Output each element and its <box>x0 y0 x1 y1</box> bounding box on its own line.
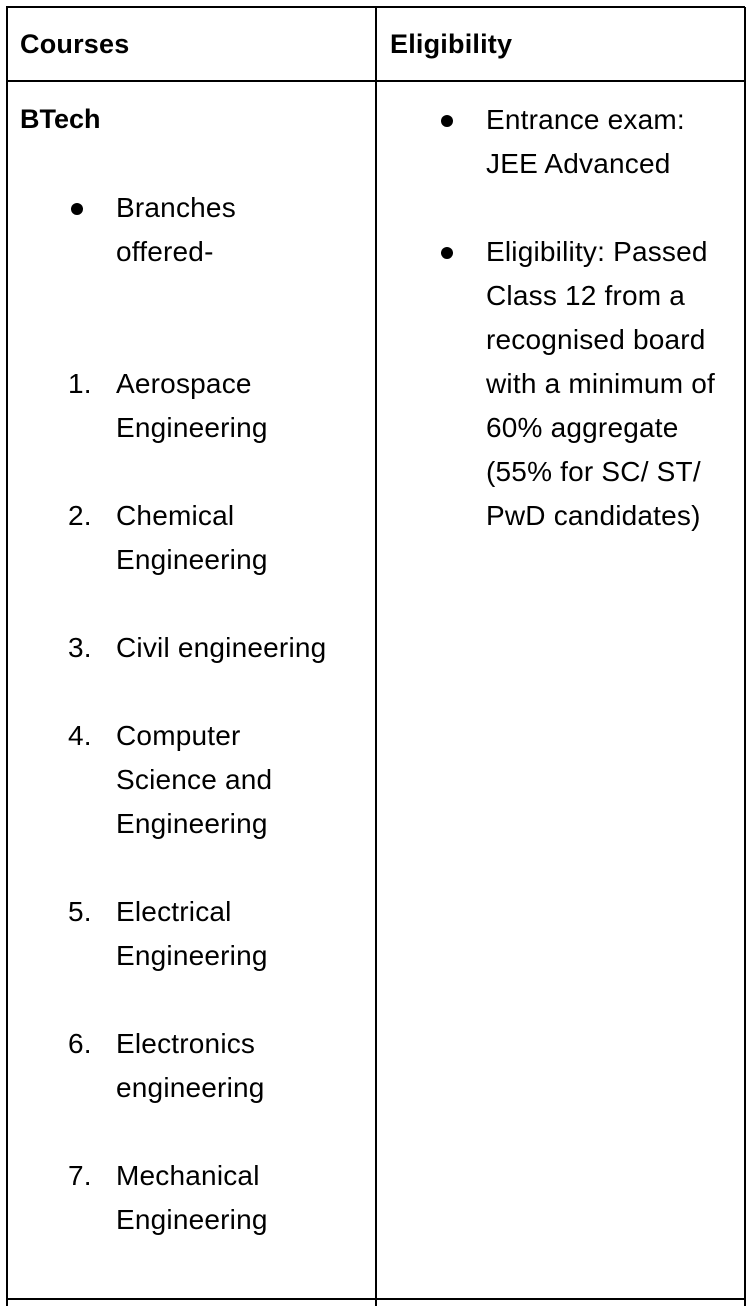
eligibility-entrance-exam: Entrance exam: JEE Advanced <box>486 104 685 179</box>
branch-item: Aerospace Engineering <box>116 368 268 443</box>
branch-item: Chemical Engineering <box>116 500 268 575</box>
table-border-bottom <box>6 1298 745 1300</box>
branch-number: 3. <box>68 632 92 663</box>
table-column-divider <box>375 7 377 1306</box>
branch-item: Electrical Engineering <box>116 896 268 971</box>
branch-item: Civil engineering <box>116 632 327 663</box>
header-courses: Courses <box>20 29 130 59</box>
branch-number: 5. <box>68 896 92 927</box>
table-border-top <box>6 6 745 8</box>
eligibility-criteria: Eligibility: Passed Class 12 from a recognised board with a minimum of 60% aggregate (55% for SC/ ST/ PwD candidates) <box>486 236 716 531</box>
branch-number: 2. <box>68 500 92 531</box>
branch-number: 6. <box>68 1028 92 1059</box>
bullet-entrance-exam <box>441 115 453 127</box>
branch-item: Computer Science and Engineering <box>116 720 273 839</box>
branch-item: Electronics engineering <box>116 1028 265 1103</box>
bullet-eligibility <box>441 247 453 259</box>
branch-number: 1. <box>68 368 92 399</box>
branches-label: Branches offered- <box>116 192 236 267</box>
header-eligibility: Eligibility <box>390 29 513 59</box>
course-title: BTech <box>20 104 101 134</box>
header-row-divider <box>6 80 745 82</box>
branch-number: 7. <box>68 1160 92 1191</box>
bullet-branches <box>71 203 83 215</box>
table-border-right <box>744 7 746 1306</box>
branch-item: Mechanical Engineering <box>116 1160 268 1235</box>
table-border-left <box>6 7 8 1306</box>
branch-number: 4. <box>68 720 92 751</box>
